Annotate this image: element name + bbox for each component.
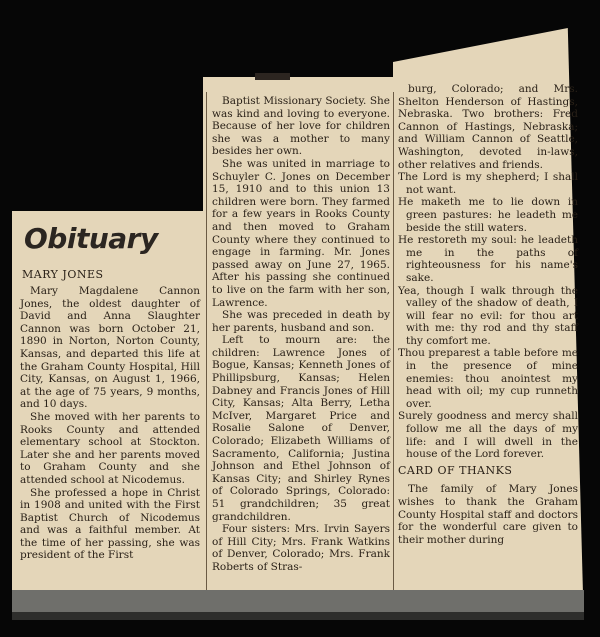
paragraph: Four sisters: Mrs. Irvin Sayers of Hill City; Mrs. Frank Watkins of Denver, Colorado; Mrs. Frank Roberts of Stras- bbox=[212, 523, 390, 573]
column-rule bbox=[206, 92, 207, 590]
paragraph: She was preceded in death by her parents, husband and son. bbox=[212, 309, 390, 334]
torn-headline-remnant bbox=[255, 73, 290, 80]
paragraph: She was united in marriage to Schuyler C. Jones on December 15, 1910 and to this union 13 children were born. They farmed for a few years in Rooks County and then moved to Graham County where they continued to engage in farming. Mr. Jones passed away on June 27, 1965. After his passing she continued to live on the farm with her son, Lawrence. bbox=[212, 157, 390, 309]
paragraph: burg, Colorado; and Mrs. Shelton Henderson of Hastings, Nebraska. Two brothers: Fred Cannon of Hastings, Nebraska; and William Cannon of Seattle, Washington, devoted in-laws, other relatives and friends. bbox=[398, 83, 578, 171]
psalm-verse: He restoreth my soul: he leadeth me in the paths of righteousness for his name's sake. bbox=[398, 234, 578, 284]
deceased-name: MARY JONES bbox=[22, 268, 104, 281]
obituary-column-1 bbox=[20, 285, 200, 562]
psalm-verse: He maketh me to lie down in green pastures: he leadeth me beside the still waters. bbox=[398, 196, 578, 234]
column-rule bbox=[393, 92, 394, 590]
obituary-column-2 bbox=[212, 95, 390, 574]
obituary-column-3 bbox=[398, 83, 578, 546]
paragraph: Mary Magdalene Cannon Jones, the oldest daughter of David and Anna Slaughter Cannon was born October 21, 1890 in Norton, Norton County, Kansas, and departed this life at the Graham County Hospital, Hill City, Kansas, on August 1, 1966, at the age of 75 years, 9 months, and 10 days. bbox=[20, 285, 200, 411]
psalm-verse: Thou preparest a table before me in the presence of mine enemies: thou anointest my head with oil; my cup runneth over. bbox=[398, 347, 578, 410]
paragraph: She professed a hope in Christ in 1908 and united with the First Baptist Church of Nicodemus and was a faithful member. At the time of her passing, she was president of the First bbox=[20, 486, 200, 562]
psalm-verse: Yea, though I walk through the valley of the shadow of death, I will fear no evil: for thou art with me: thy rod and thy staff thy comfort me. bbox=[398, 284, 578, 347]
paragraph: She moved with her parents to Rooks County and attended elementary school at Stockton. Later she and her parents moved to Graham County and she attended school at Nicodemus. bbox=[20, 410, 200, 486]
mounting-board bbox=[12, 590, 584, 612]
card-of-thanks-text: The family of Mary Jones wishes to thank the Graham County Hospital staff and doctors for the wonderful care given to their mother during bbox=[398, 483, 578, 546]
psalm-verse: Surely goodness and mercy shall follow me all the days of my life: and I will dwell in the house of the Lord forever. bbox=[398, 410, 578, 461]
paragraph: Baptist Missionary Society. She was kind and loving to everyone. Because of her love for children she was a mother to many besides her own. bbox=[212, 95, 390, 158]
paragraph: Left to mourn are: the children: Lawrence Jones of Bogue, Kansas; Kenneth Jones of Phillipsburg, Kansas; Helen Dabney and Francis Jones of Hill City, Kansas; Alta Berry, Letha McIver, Margaret Price and Rosalie Salone of Denver, Colorado; Elizabeth Williams of Sacramento, California; Justina Johnson and Ethel Johnson of Kansas City; and Shirley Rynes of Colorado Springs, Colorado: 51 grandchildren; 35 great grandchildren. bbox=[212, 334, 390, 523]
psalm-verse: The Lord is my shepherd; I shall not want. bbox=[398, 171, 578, 196]
card-of-thanks-heading: CARD OF THANKS bbox=[398, 463, 513, 477]
mounting-board-shadow bbox=[12, 612, 584, 620]
obituary-heading: Obituary bbox=[24, 222, 158, 255]
